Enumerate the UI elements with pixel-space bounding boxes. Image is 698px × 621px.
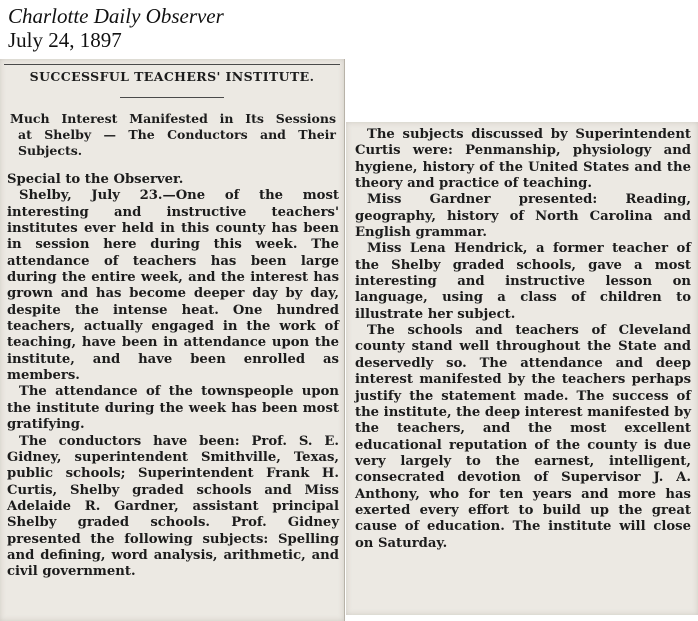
paragraph: Miss Gardner presented: Reading, geography, history of North Carolina and English grammar.: [355, 192, 691, 241]
subhead-line: Subjects.: [18, 143, 83, 158]
paragraph: Shelby, July 23.—One of the most interesting and instructive teachers' institutes ever held in this county has been in session here during this week. The attendance of teachers has been large during the entire week, and the interest has grown and has become deeper day by day, despite the intense heat. One hundred teachers, actually engaged in the work of teaching, have been in attendance upon the institute, and have been enrolled as members.: [7, 188, 339, 384]
subhead-line: at Shelby — The Conductors and Their: [18, 127, 336, 142]
clipping-right-column: [346, 122, 698, 615]
subhead-line: Much Interest Manifested in Its Sessions: [10, 111, 336, 126]
headline-divider: [120, 97, 224, 98]
paragraph: The schools and teachers of Cleveland county stand well throughout the State and deservedly so. The attendance and deep interest manifested by the teachers perhaps justify the statement made. The success of the institute, the deep interest manifested by the teachers, and the most excellent educational reputation of the county is due very largely to the earnest, intelligent, consecrated devotion of Supervisor J. A. Anthony, who for ten years and more has exerted every effort to build up the great cause of education. The institute will close on Saturday.: [355, 323, 691, 551]
top-rule: [4, 64, 340, 65]
paragraph: Miss Lena Hendrick, a former teacher of the Shelby graded schools, gave a most interesting and instructive lesson on language, using a class of children to illustrate her subject.: [355, 241, 691, 322]
newspaper-title: Charlotte Daily Observer: [8, 4, 224, 28]
publication-date: July 24, 1897: [8, 28, 122, 52]
dateline: Special to the Observer.: [7, 172, 184, 187]
clipping-caption: [8, 4, 224, 52]
paragraph: The conductors have been: Prof. S. E. Gidney, superintendent Smithville, Texas, public schools; Superintendent Frank H. Curtis, Shelby graded schools and Miss Adelaide R. Gardner, assistant principal Shelby graded schools. Prof. Gidney presented the following subjects: Spelling and defining, word analysis, arithmetic, and civil government.: [7, 433, 339, 580]
article-body-right: [355, 127, 691, 552]
article-body-left: [7, 172, 339, 581]
paragraph: The subjects discussed by Superintendent Curtis were: Penmanship, physiology and hygiene, history of the United States and the theory and practice of teaching.: [355, 127, 691, 192]
headline: SUCCESSFUL TEACHERS' INSTITUTE.: [29, 69, 315, 84]
clipping-left-column: [0, 59, 345, 621]
subheadline: [10, 111, 336, 159]
paragraph: The attendance of the townspeople upon the institute during the week has been most gratifying.: [7, 384, 339, 433]
